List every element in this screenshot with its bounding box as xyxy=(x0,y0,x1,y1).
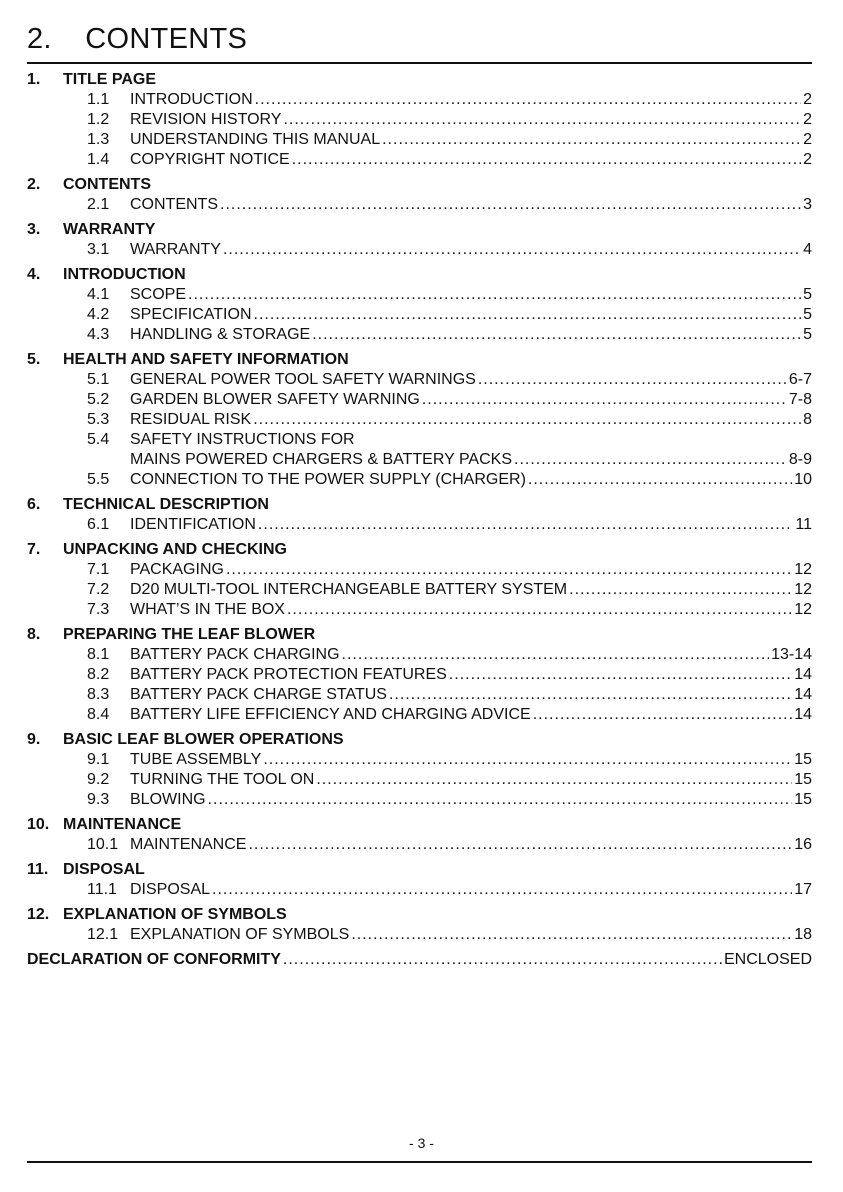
toc-entry[interactable] xyxy=(27,685,812,705)
toc-entry[interactable] xyxy=(27,450,812,470)
section-number: 3. xyxy=(27,221,41,238)
entry-label: GARDEN BLOWER SAFETY WARNING xyxy=(130,391,420,408)
section-heading[interactable] xyxy=(27,730,812,750)
section-number: 5. xyxy=(27,351,41,368)
entry-number: 8.2 xyxy=(87,666,110,683)
dot-leader xyxy=(316,772,792,788)
entry-label: WARRANTY xyxy=(130,241,221,258)
dot-leader xyxy=(226,562,792,578)
dot-leader xyxy=(422,392,787,408)
entry-page-number: 12 xyxy=(794,601,812,618)
section-number: 1. xyxy=(27,71,41,88)
toc-entry[interactable] xyxy=(27,470,812,490)
entry-number: 5.5 xyxy=(87,471,110,488)
toc-section xyxy=(27,350,812,490)
entry-page-number: 16 xyxy=(794,836,812,853)
entry-page-number: 5 xyxy=(803,306,812,323)
entry-label: SCOPE xyxy=(130,286,187,303)
entry-page-number: 17 xyxy=(794,881,812,898)
entry-label: BATTERY PACK CHARGING xyxy=(130,646,340,663)
section-number: 4. xyxy=(27,266,41,283)
entry-label: SAFETY INSTRUCTIONS FOR xyxy=(130,431,355,448)
entry-page-number: 12 xyxy=(794,581,812,598)
entry-label: DISPOSAL xyxy=(130,881,211,898)
entry-label: CONNECTION TO THE POWER SUPPLY (CHARGER) xyxy=(130,471,526,488)
section-number: 7. xyxy=(27,541,41,558)
entry-number: 9.1 xyxy=(87,751,110,768)
entry-page-number: 5 xyxy=(803,326,812,343)
section-number: 6. xyxy=(27,496,41,513)
section-title: TECHNICAL DESCRIPTION xyxy=(63,496,269,513)
toc-section xyxy=(27,175,812,215)
section-heading[interactable] xyxy=(27,540,812,560)
entry-page-number: 10 xyxy=(794,471,812,488)
entry-page-number: 15 xyxy=(794,751,812,768)
entry-number: 9.2 xyxy=(87,771,110,788)
section-heading[interactable] xyxy=(27,350,812,370)
dot-leader xyxy=(188,287,801,303)
toc-section xyxy=(27,265,812,345)
entry-page-number: 14 xyxy=(794,686,812,703)
toc-entry[interactable] xyxy=(27,110,812,130)
entry-label: COPYRIGHT NOTICE xyxy=(130,151,290,168)
toc-entry[interactable] xyxy=(27,645,812,665)
entry-number: 5.2 xyxy=(87,391,110,408)
section-number: 8. xyxy=(27,626,41,643)
entry-label: D20 MULTI-TOOL INTERCHANGEABLE BATTERY SYSTEM xyxy=(130,581,568,598)
entry-label: BATTERY PACK CHARGE STATUS xyxy=(130,686,387,703)
section-number: 2. xyxy=(27,176,41,193)
title-divider xyxy=(27,62,812,64)
toc-entry[interactable] xyxy=(27,370,812,390)
entry-number: 5.3 xyxy=(87,411,110,428)
section-heading[interactable] xyxy=(27,265,812,285)
toc-entry[interactable] xyxy=(27,835,812,855)
toc-entry[interactable] xyxy=(27,560,812,580)
entry-number: 10.1 xyxy=(87,836,119,853)
entry-number: 11.1 xyxy=(87,881,117,898)
toc-entry[interactable] xyxy=(27,790,812,810)
entry-page-number: 2 xyxy=(803,91,812,108)
entry-label: TUBE ASSEMBLY xyxy=(130,751,262,768)
toc-entry[interactable] xyxy=(27,580,812,600)
toc-entry[interactable] xyxy=(27,390,812,410)
section-heading[interactable] xyxy=(27,70,812,90)
entry-number: 4.3 xyxy=(87,326,110,343)
entry-page-number: 2 xyxy=(803,111,812,128)
entry-number: 9.3 xyxy=(87,791,110,808)
toc-entry[interactable] xyxy=(27,90,812,110)
entry-number: 4.2 xyxy=(87,306,110,323)
toc-entry[interactable] xyxy=(27,305,812,325)
dot-leader xyxy=(287,602,792,618)
entry-label: UNDERSTANDING THIS MANUAL xyxy=(130,131,381,148)
toc-section xyxy=(27,70,812,170)
entry-page-number: 18 xyxy=(794,926,812,943)
dot-leader xyxy=(342,647,770,663)
declaration-label: DECLARATION OF CONFORMITY xyxy=(27,951,281,968)
declaration-page: ENCLOSED xyxy=(723,951,812,968)
section-title: UNPACKING AND CHECKING xyxy=(63,541,287,558)
toc-section xyxy=(27,220,812,260)
entry-label: CONTENTS xyxy=(130,196,218,213)
section-heading[interactable] xyxy=(27,175,812,195)
toc-section xyxy=(27,495,812,535)
toc-entry[interactable] xyxy=(27,880,812,900)
toc-entry[interactable] xyxy=(27,430,812,450)
entry-page-number: 8 xyxy=(803,411,812,428)
footer-divider xyxy=(27,1161,812,1163)
entry-page-number: 15 xyxy=(794,771,812,788)
entry-page-number: 5 xyxy=(803,286,812,303)
entry-label: PACKAGING xyxy=(130,561,224,578)
dot-leader xyxy=(253,412,801,428)
entry-page-number: 15 xyxy=(794,791,812,808)
toc-entry[interactable] xyxy=(27,770,812,790)
dot-leader xyxy=(569,582,792,598)
toc-entry[interactable] xyxy=(27,705,812,725)
dot-leader xyxy=(220,197,801,213)
entry-page-number: 2 xyxy=(803,151,812,168)
entry-number: 1.4 xyxy=(87,151,110,168)
entry-label: BATTERY LIFE EFFICIENCY AND CHARGING ADVICE xyxy=(130,706,531,723)
entry-number: 8.1 xyxy=(87,646,110,663)
section-number: 12. xyxy=(27,906,50,923)
entry-number: 1.1 xyxy=(87,91,110,108)
section-heading[interactable] xyxy=(27,495,812,515)
section-title: INTRODUCTION xyxy=(63,266,186,283)
entry-label: TURNING THE TOOL ON xyxy=(130,771,315,788)
toc-entry[interactable] xyxy=(27,195,812,215)
section-title: TITLE PAGE xyxy=(63,71,157,88)
entry-page-number: 14 xyxy=(794,666,812,683)
entry-page-number: 13-14 xyxy=(771,646,812,663)
entry-number: 8.3 xyxy=(87,686,110,703)
toc-section xyxy=(27,540,812,620)
section-title: HEALTH AND SAFETY INFORMATION xyxy=(63,351,349,368)
toc-section xyxy=(27,625,812,725)
dot-leader xyxy=(255,92,801,108)
dot-leader xyxy=(212,882,792,898)
dot-leader xyxy=(382,132,801,148)
entry-number: 7.3 xyxy=(87,601,110,618)
entry-number: 2.1 xyxy=(87,196,110,213)
dot-leader xyxy=(528,472,792,488)
section-title: EXPLANATION OF SYMBOLS xyxy=(63,906,287,923)
section-title: CONTENTS xyxy=(63,176,151,193)
section-title: DISPOSAL xyxy=(63,861,145,878)
entry-page-number: 11 xyxy=(795,516,812,533)
dot-leader xyxy=(258,517,793,533)
section-title: PREPARING THE LEAF BLOWER xyxy=(63,626,316,643)
toc-section xyxy=(27,730,812,810)
toc-entry[interactable] xyxy=(27,240,812,260)
entry-number: 5.4 xyxy=(87,431,110,448)
entry-label: RESIDUAL RISK xyxy=(130,411,252,428)
table-of-contents xyxy=(27,70,812,970)
dot-leader xyxy=(223,242,801,258)
entry-number: 6.1 xyxy=(87,516,110,533)
toc-entry[interactable] xyxy=(27,325,812,345)
entry-number: 1.2 xyxy=(87,111,110,128)
declaration-entry[interactable] xyxy=(27,950,812,970)
entry-number: 7.1 xyxy=(87,561,110,578)
dot-leader xyxy=(283,112,801,128)
toc-section xyxy=(27,905,812,945)
section-heading[interactable] xyxy=(27,815,812,835)
dot-leader xyxy=(478,372,787,388)
entry-number: 4.1 xyxy=(87,286,110,303)
section-title: BASIC LEAF BLOWER OPERATIONS xyxy=(63,731,344,748)
toc-entry[interactable] xyxy=(27,130,812,150)
entry-page-number: 8-9 xyxy=(788,451,812,468)
dot-leader xyxy=(312,327,801,343)
entry-label: EXPLANATION OF SYMBOLS xyxy=(130,926,350,943)
dot-leader xyxy=(389,687,792,703)
toc-entry[interactable] xyxy=(27,285,812,305)
entry-page-number: 4 xyxy=(803,241,812,258)
entry-number: 7.2 xyxy=(87,581,110,598)
dot-leader xyxy=(292,152,801,168)
dot-leader xyxy=(283,952,722,968)
toc-entry[interactable] xyxy=(27,925,812,945)
entry-label: BATTERY PACK PROTECTION FEATURES xyxy=(130,666,447,683)
entry-page-number: 14 xyxy=(794,706,812,723)
section-number: 11. xyxy=(27,861,49,878)
entry-label: IDENTIFICATION xyxy=(130,516,256,533)
dot-leader xyxy=(449,667,792,683)
entry-label: MAINS POWERED CHARGERS & BATTERY PACKS xyxy=(130,451,512,468)
entry-page-number: 7-8 xyxy=(788,391,812,408)
entry-label: MAINTENANCE xyxy=(130,836,247,853)
section-title: MAINTENANCE xyxy=(63,816,182,833)
dot-leader xyxy=(533,707,793,723)
dot-leader xyxy=(263,752,792,768)
toc-section xyxy=(27,815,812,855)
dot-leader xyxy=(248,837,792,853)
entry-page-number: 12 xyxy=(794,561,812,578)
entry-page-number: 6-7 xyxy=(788,371,812,388)
section-heading[interactable] xyxy=(27,220,812,240)
toc-entry[interactable] xyxy=(27,750,812,770)
section-heading[interactable] xyxy=(27,625,812,645)
section-heading[interactable] xyxy=(27,905,812,925)
section-number: 9. xyxy=(27,731,41,748)
dot-leader xyxy=(351,927,792,943)
entry-label: REVISION HISTORY xyxy=(130,111,282,128)
entry-page-number: 3 xyxy=(803,196,812,213)
entry-number: 5.1 xyxy=(87,371,110,388)
entry-label: GENERAL POWER TOOL SAFETY WARNINGS xyxy=(130,371,476,388)
entry-label: BLOWING xyxy=(130,791,206,808)
toc-section xyxy=(27,860,812,900)
dot-leader xyxy=(514,452,787,468)
toc-entry[interactable] xyxy=(27,600,812,620)
entry-label: INTRODUCTION xyxy=(130,91,253,108)
dot-leader xyxy=(208,792,793,808)
entry-number: 8.4 xyxy=(87,706,110,723)
entry-number: 1.3 xyxy=(87,131,110,148)
section-title: WARRANTY xyxy=(63,221,156,238)
section-heading[interactable] xyxy=(27,860,812,880)
entry-number: 12.1 xyxy=(87,926,119,943)
page-number: - 3 - xyxy=(409,1135,434,1151)
page-title: 2. CONTENTS xyxy=(27,23,248,55)
entry-number: 3.1 xyxy=(87,241,110,258)
entry-page-number: 2 xyxy=(803,131,812,148)
entry-label: WHAT’S IN THE BOX xyxy=(130,601,285,618)
toc-entry[interactable] xyxy=(27,410,812,430)
toc-entry[interactable] xyxy=(27,665,812,685)
dot-leader xyxy=(254,307,802,323)
entry-label: HANDLING & STORAGE xyxy=(130,326,311,343)
toc-entry[interactable] xyxy=(27,515,812,535)
section-number: 10. xyxy=(27,816,50,833)
entry-label: SPECIFICATION xyxy=(130,306,252,323)
toc-entry[interactable] xyxy=(27,150,812,170)
